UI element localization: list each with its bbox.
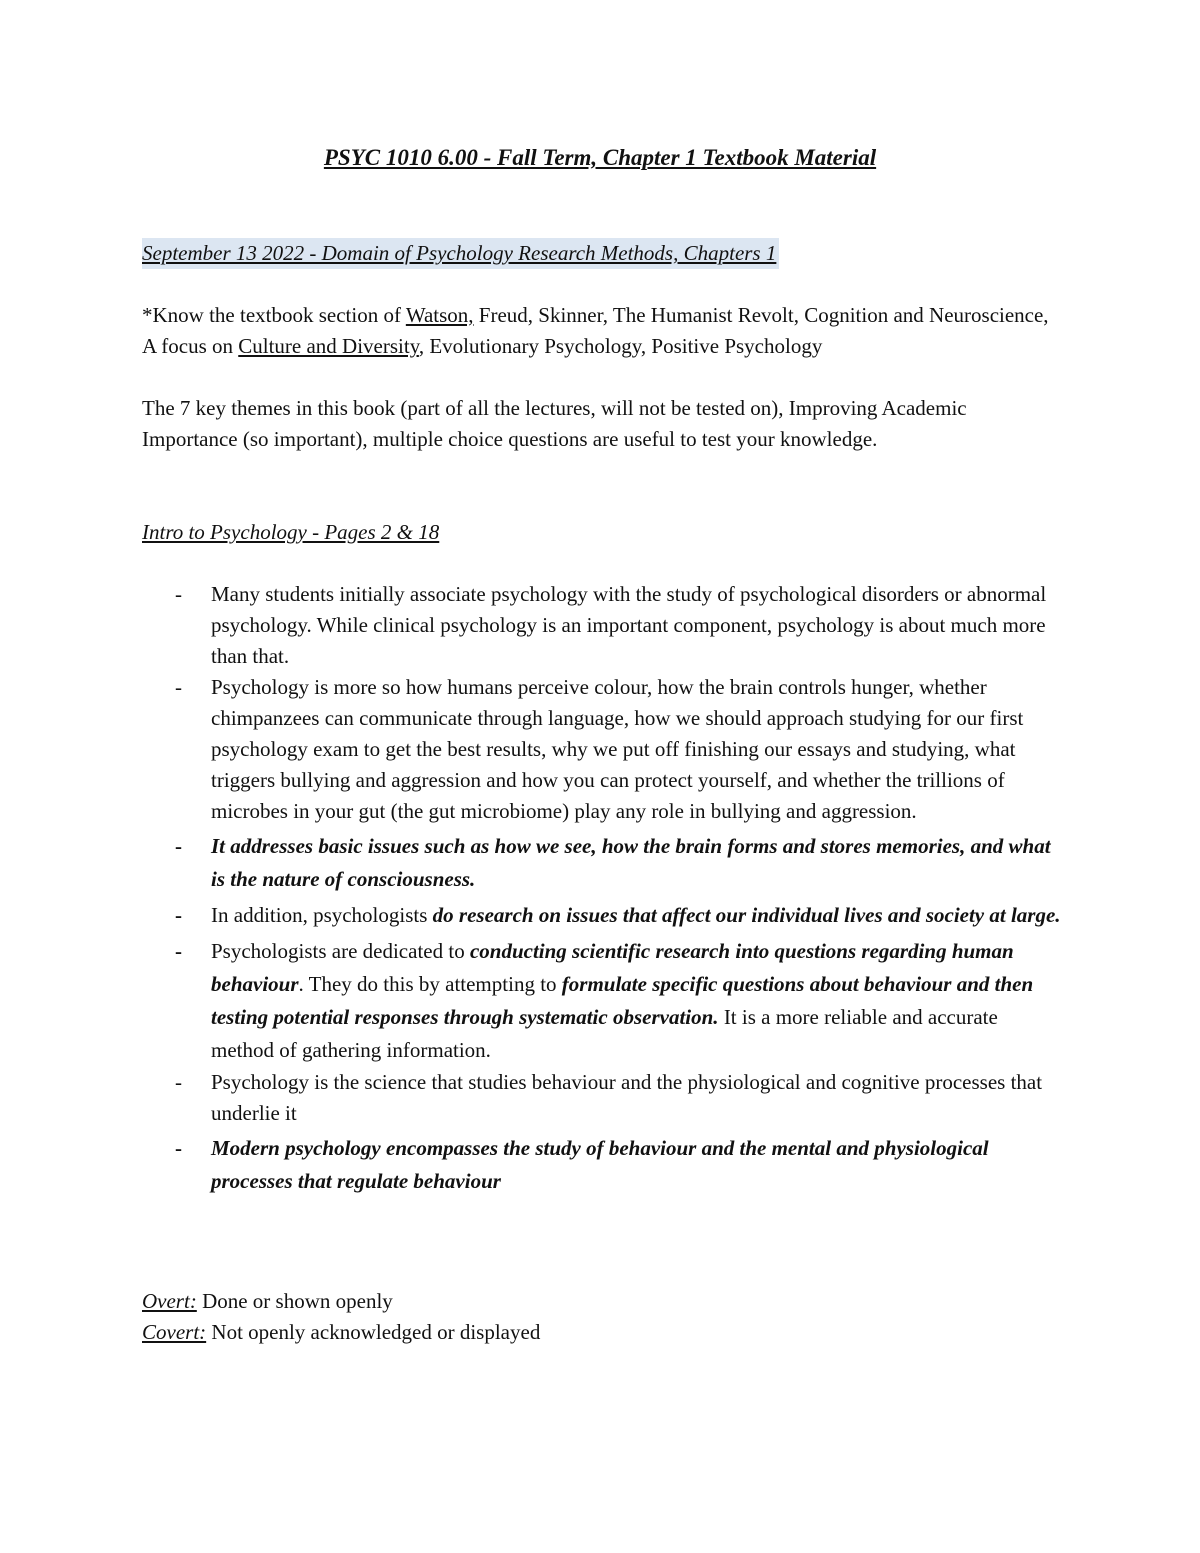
list-item — [172, 1132, 1062, 1198]
list-item — [172, 672, 1062, 827]
definition-term: Overt: — [142, 1289, 197, 1313]
list-item — [172, 830, 1062, 896]
emphasized-text: do research on issues that affect our individual lives and society at large. — [432, 903, 1061, 927]
text-run: Freud, Skinner, The Humanist Revolt, Cognition and Neuroscience, A focus on — [142, 303, 1049, 358]
bullet-text: Psychology is more so how humans perceive colour, how the brain controls hunger, whether chimpanzees can communicate through language, how we should approach studying for our first psychology exam to get the best results, why we put off finishing our essays and studying, what triggers bullying and aggression and how you can protect yourself, and whether the trillions of microbes in your gut (the gut microbiome) play any role in bullying and aggression. — [211, 675, 1024, 823]
list-item — [172, 935, 1062, 1067]
bullet-marker: - — [175, 675, 182, 699]
definition-covert — [142, 1317, 540, 1348]
list-item — [172, 579, 1062, 672]
emphasized-text: conducting scientific research into questions regarding human behaviour — [211, 939, 1014, 996]
definition-text: Done or shown openly — [196, 1289, 393, 1313]
definition-text: Not openly acknowledged or displayed — [206, 1320, 541, 1344]
bullet-text: Psychology is the science that studies behaviour and the physiological and cognitive processes that underlie it — [211, 1070, 1043, 1125]
text-run: , Evolutionary Psychology, Positive Psychology — [418, 334, 823, 358]
document-title: PSYC 1010 6.00 - Fall Term, Chapter 1 Textbook Material — [323, 145, 877, 170]
bullet-marker: - — [175, 1070, 182, 1094]
study-note-paragraph — [142, 300, 1062, 362]
definition-overt — [142, 1286, 540, 1317]
section-heading: Intro to Psychology - Pages 2 & 18 — [142, 520, 440, 544]
bullet-marker: - — [175, 903, 182, 927]
definition-term: Covert: — [142, 1320, 207, 1344]
bullet-text: Modern psychology encompasses the study of behaviour and the mental and physiological processes that regulate behaviour — [211, 1136, 989, 1193]
bullet-text: In addition, psychologists — [211, 903, 433, 927]
bullet-marker: - — [175, 1136, 182, 1160]
bullet-list — [172, 579, 1062, 1198]
bullet-text: It is a more reliable and accurate method of gathering information. — [211, 1005, 998, 1062]
bullet-text: . They do this by attempting to — [298, 972, 562, 996]
underlined-text: Culture and Diversity — [238, 334, 419, 358]
date-heading: September 13 2022 - Domain of Psychology Research Methods, Chapters 1 — [142, 238, 779, 269]
list-item — [172, 1067, 1062, 1129]
emphasized-text: formulate specific questions about behaviour and then testing potential responses through systematic observation. — [211, 972, 1034, 1029]
bullet-text: Many students initially associate psychology with the study of psychological disorders or abnormal psychology. While clinical psychology is an important component, psychology is about much more than that. — [211, 582, 1047, 668]
underlined-text: Watson, — [405, 303, 474, 327]
key-themes-paragraph: The 7 key themes in this book (part of all the lectures, will not be tested on), Improving Academic Importance (so important), multiple choice questions are useful to test your knowledge. — [142, 396, 967, 451]
bullet-text: Psychologists are dedicated to — [211, 939, 470, 963]
bullet-marker: - — [175, 834, 182, 858]
bullet-marker: - — [175, 582, 182, 606]
bullet-text: It addresses basic issues such as how we see, how the brain forms and stores memories, and what is the nature of consciousness. — [211, 834, 1051, 891]
text-run: *Know the textbook section of — [142, 303, 406, 327]
bullet-marker: - — [175, 939, 182, 963]
list-item — [172, 899, 1062, 932]
definitions — [142, 1286, 540, 1348]
